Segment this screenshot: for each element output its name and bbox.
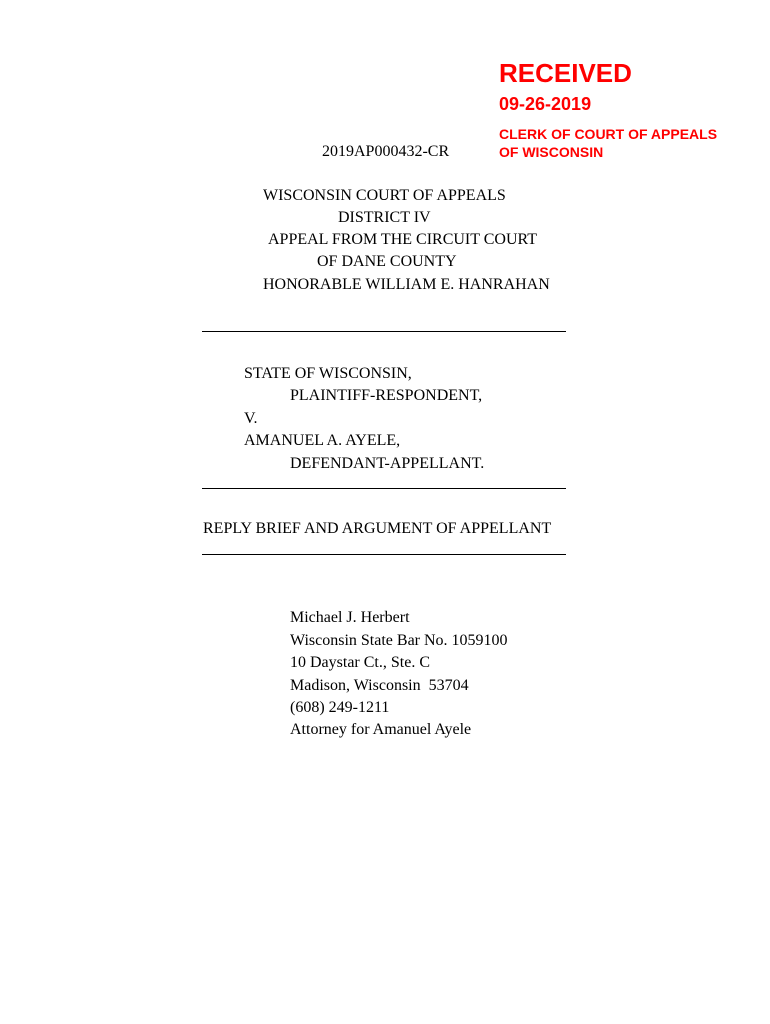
county-line: OF DANE COUNTY xyxy=(317,253,457,270)
received-stamp-title: RECEIVED xyxy=(499,58,632,88)
case-number: 2019AP000432-CR xyxy=(322,143,450,160)
attorney-role: Attorney for Amanuel Ayele xyxy=(290,721,472,738)
attorney-phone: (608) 249-1211 xyxy=(290,699,390,716)
plaintiff-name: STATE OF WISCONSIN, xyxy=(244,365,412,382)
defendant-name: AMANUEL A. AYELE, xyxy=(244,432,401,449)
divider-rule xyxy=(202,331,566,332)
divider-rule xyxy=(202,488,566,489)
attorney-address-line2: Madison, Wisconsin 53704 xyxy=(290,677,469,694)
plaintiff-role: PLAINTIFF-RESPONDENT, xyxy=(290,387,483,404)
versus-label: V. xyxy=(244,410,258,427)
received-stamp-clerk-line2: OF WISCONSIN xyxy=(499,144,604,160)
brief-title: REPLY BRIEF AND ARGUMENT OF APPELLANT xyxy=(203,520,552,537)
judge-line: HONORABLE WILLIAM E. HANRAHAN xyxy=(263,276,550,293)
court-name: WISCONSIN COURT OF APPEALS xyxy=(263,187,506,204)
divider-rule xyxy=(202,554,566,555)
attorney-name: Michael J. Herbert xyxy=(290,609,410,626)
defendant-role: DEFENDANT-APPELLANT. xyxy=(290,455,485,472)
received-stamp-clerk-line1: CLERK OF COURT OF APPEALS xyxy=(499,126,718,142)
attorney-bar-number: Wisconsin State Bar No. 1059100 xyxy=(290,632,508,649)
appeal-from-line: APPEAL FROM THE CIRCUIT COURT xyxy=(268,231,537,248)
attorney-address-line1: 10 Daystar Ct., Ste. C xyxy=(290,654,430,671)
court-district: DISTRICT IV xyxy=(338,209,431,226)
received-stamp-date: 09-26-2019 xyxy=(499,94,592,114)
